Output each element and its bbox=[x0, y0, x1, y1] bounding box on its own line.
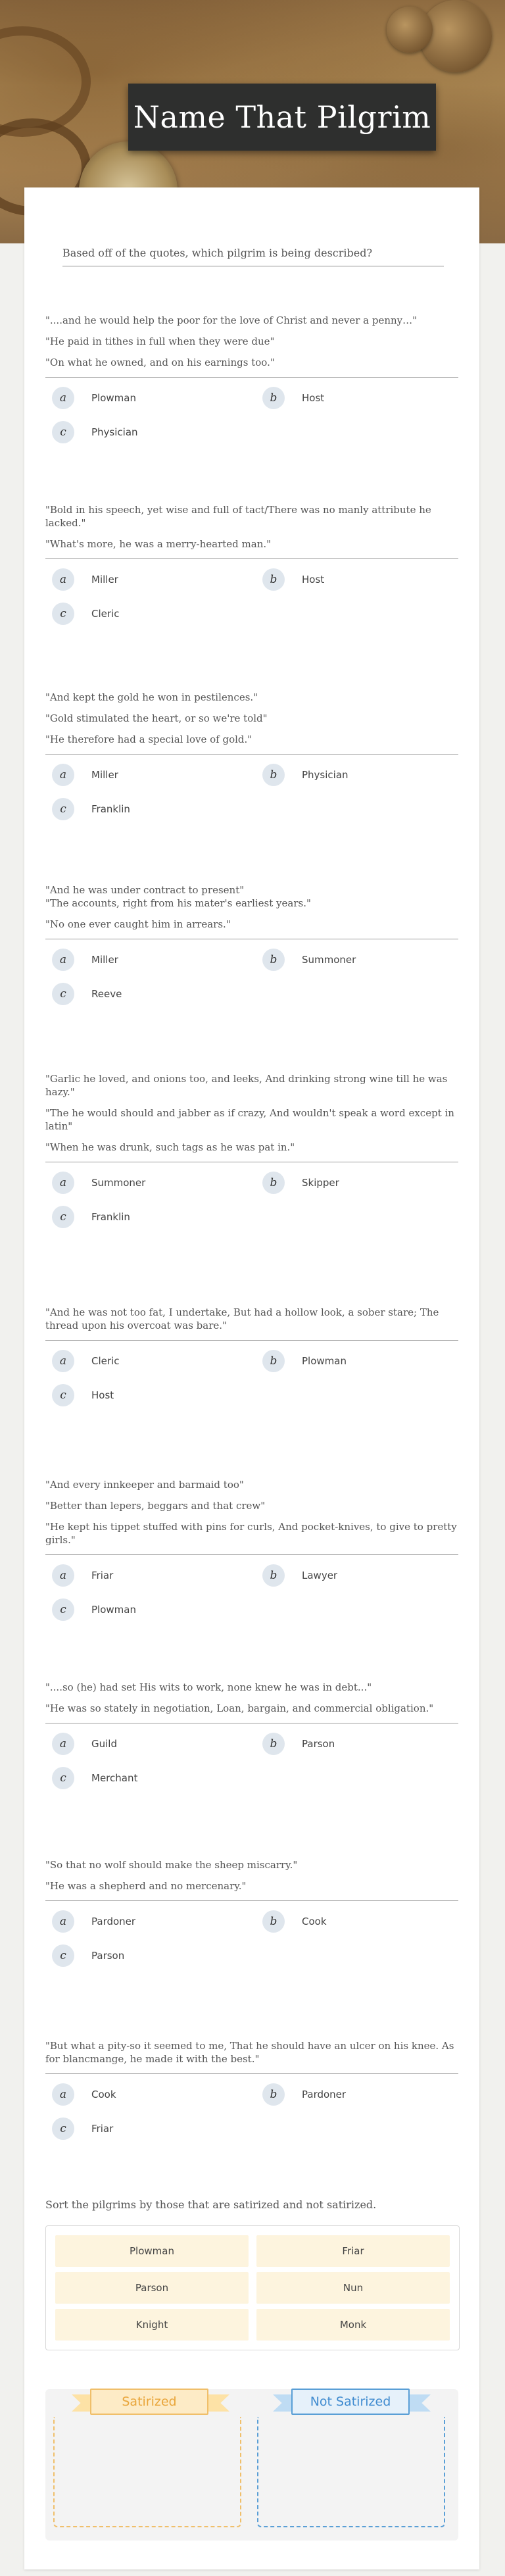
option-letter: b bbox=[262, 949, 285, 971]
quote-text: "And every innkeeper and barmaid too" bbox=[45, 1479, 244, 1491]
answer-option-c[interactable] bbox=[52, 1767, 137, 1789]
divider bbox=[45, 1554, 458, 1555]
answer-option-b[interactable] bbox=[262, 2083, 346, 2106]
answer-option-c[interactable] bbox=[52, 983, 122, 1005]
ribbon-tail bbox=[207, 2394, 229, 2412]
option-label: Pardoner bbox=[91, 1916, 136, 1927]
option-label: Friar bbox=[91, 1570, 114, 1581]
question-block bbox=[45, 503, 458, 634]
not-satirized-drop-zone[interactable] bbox=[257, 2417, 445, 2527]
quiz-intro: Based off of the quotes, which pilgrim is being described? bbox=[62, 247, 444, 266]
option-letter: c bbox=[52, 1944, 74, 1967]
title-board bbox=[128, 84, 436, 151]
option-letter: c bbox=[52, 983, 74, 1005]
answer-option-a[interactable] bbox=[52, 2083, 116, 2106]
answer-option-a[interactable] bbox=[52, 1350, 119, 1372]
sort-buckets bbox=[45, 2389, 458, 2540]
option-letter: b bbox=[262, 1733, 285, 1755]
option-letter: b bbox=[262, 1172, 285, 1194]
option-label: Guild bbox=[91, 1738, 117, 1750]
divider bbox=[45, 1900, 458, 1901]
quote-text: "But what a pity-so it seemed to me, That he should have an ulcer on his knee. As for blancmange, he made it with the best." bbox=[45, 2040, 454, 2065]
sort-item[interactable]: Friar bbox=[256, 2235, 450, 2267]
page-title: Name That Pilgrim bbox=[133, 99, 431, 135]
answer-option-b[interactable] bbox=[262, 1910, 327, 1933]
answer-option-c[interactable] bbox=[52, 603, 119, 625]
option-label: Physician bbox=[302, 769, 349, 781]
option-label: Plowman bbox=[302, 1355, 347, 1367]
answer-options bbox=[45, 387, 458, 453]
option-letter: c bbox=[52, 421, 74, 443]
option-letter: c bbox=[52, 2118, 74, 2140]
answer-option-b[interactable] bbox=[262, 1733, 335, 1755]
option-label: Pardoner bbox=[302, 2089, 347, 2100]
quote-text: "He was so stately in negotiation, Loan, bargain, and commercial obligation." bbox=[45, 1702, 434, 1714]
option-letter: a bbox=[52, 1564, 74, 1587]
quote-text: "When he was drunk, such tags as he was pat in." bbox=[45, 1141, 295, 1153]
question-block bbox=[45, 1306, 458, 1416]
divider bbox=[45, 2073, 458, 2074]
option-letter: b bbox=[262, 387, 285, 409]
answer-option-b[interactable] bbox=[262, 949, 356, 971]
answer-option-c[interactable] bbox=[52, 1206, 130, 1228]
answer-options bbox=[45, 1172, 458, 1237]
question-quotes bbox=[45, 314, 458, 369]
quote-text: "Gold stimulated the heart, or so we're told" bbox=[45, 712, 268, 724]
question-block bbox=[45, 1072, 458, 1237]
answer-option-a[interactable] bbox=[52, 1733, 117, 1755]
option-letter: b bbox=[262, 1564, 285, 1587]
option-letter: a bbox=[52, 568, 74, 591]
option-label: Skipper bbox=[302, 1177, 339, 1189]
question-quotes bbox=[45, 1306, 458, 1332]
answer-option-b[interactable] bbox=[262, 568, 324, 591]
answer-options bbox=[45, 764, 458, 830]
option-label: Miller bbox=[91, 769, 118, 781]
answer-options bbox=[45, 1910, 458, 1976]
quote-text: "Garlic he loved, and onions too, and leeks, And drinking strong wine till he was hazy." bbox=[45, 1073, 448, 1098]
option-letter: c bbox=[52, 603, 74, 625]
quote-text: "He paid in tithes in full when they were due" bbox=[45, 335, 275, 347]
answer-option-a[interactable] bbox=[52, 387, 136, 409]
question-quotes bbox=[45, 1858, 458, 1893]
divider bbox=[45, 377, 458, 378]
option-label: Parson bbox=[91, 1950, 125, 1962]
answer-option-b[interactable] bbox=[262, 387, 324, 409]
quote-text: "He kept his tippet stuffed with pins for curls, And pocket-knives, to give to pretty girls." bbox=[45, 1521, 457, 1546]
question-quotes bbox=[45, 883, 458, 931]
option-letter: c bbox=[52, 1206, 74, 1228]
option-letter: b bbox=[262, 568, 285, 591]
answer-option-c[interactable] bbox=[52, 2118, 113, 2140]
option-label: Merchant bbox=[91, 1772, 138, 1784]
sort-item[interactable]: Plowman bbox=[55, 2235, 249, 2267]
answer-option-c[interactable] bbox=[52, 798, 130, 820]
option-letter: b bbox=[262, 1910, 285, 1933]
answer-option-c[interactable] bbox=[52, 1384, 114, 1406]
option-label: Franklin bbox=[91, 803, 130, 815]
question-block bbox=[45, 883, 458, 1014]
quote-text: "Bold in his speech, yet wise and full of tact/There was no manly attribute he lacked." bbox=[45, 504, 431, 529]
quote-text: "Better than lepers, beggars and that crew" bbox=[45, 1500, 266, 1512]
option-letter: a bbox=[52, 1172, 74, 1194]
answer-option-b[interactable] bbox=[262, 1564, 337, 1587]
answer-option-b[interactable] bbox=[262, 1172, 339, 1194]
quote-text: "So that no wolf should make the sheep miscarry." bbox=[45, 1859, 298, 1871]
quote-text: "....and he would help the poor for the love of Christ and never a penny…" bbox=[45, 314, 418, 326]
quote-text: "No one ever caught him in arrears." bbox=[45, 918, 231, 930]
option-label: Cook bbox=[302, 1916, 327, 1927]
question-quotes bbox=[45, 1681, 458, 1715]
question-block bbox=[45, 691, 458, 830]
answer-option-a[interactable] bbox=[52, 1910, 135, 1933]
question-quotes bbox=[45, 691, 458, 746]
coin-decoration bbox=[387, 7, 433, 53]
option-label: Host bbox=[302, 574, 325, 585]
answer-option-c[interactable] bbox=[52, 1598, 136, 1621]
quote-text: "He was a shepherd and no mercenary." bbox=[45, 1880, 247, 1892]
option-label: Host bbox=[302, 392, 325, 404]
answer-options bbox=[45, 1350, 458, 1416]
question-block bbox=[45, 1478, 458, 1630]
option-letter: a bbox=[52, 949, 74, 971]
question-block bbox=[45, 2039, 458, 2149]
option-label: Cleric bbox=[91, 608, 120, 620]
question-quotes bbox=[45, 1478, 458, 1547]
question-quotes bbox=[45, 503, 458, 551]
sort-item[interactable]: Parson bbox=[55, 2272, 249, 2304]
answer-option-a[interactable] bbox=[52, 764, 118, 786]
option-letter: c bbox=[52, 798, 74, 820]
option-letter: c bbox=[52, 1384, 74, 1406]
answer-option-c[interactable] bbox=[52, 1944, 124, 1967]
option-label: Cleric bbox=[91, 1355, 120, 1367]
quote-text: "On what he owned, and on his earnings too." bbox=[45, 357, 275, 368]
not-satirized-label: Not Satirized bbox=[291, 2389, 410, 2415]
option-label: Physician bbox=[91, 426, 138, 438]
sort-prompt: Sort the pilgrims by those that are satirized and not satirized. bbox=[45, 2198, 377, 2211]
option-label: Lawyer bbox=[302, 1570, 338, 1581]
option-letter: c bbox=[52, 1598, 74, 1621]
option-letter: a bbox=[52, 1350, 74, 1372]
answer-option-b[interactable] bbox=[262, 764, 349, 786]
option-label: Reeve bbox=[91, 988, 122, 1000]
quote-text: "And kept the gold he won in pestilences." bbox=[45, 691, 258, 703]
satirized-label: Satirized bbox=[90, 2389, 208, 2415]
divider bbox=[45, 1340, 458, 1341]
option-letter: b bbox=[262, 2083, 285, 2106]
sort-items-box bbox=[45, 2225, 460, 2350]
option-label: Plowman bbox=[91, 1604, 136, 1616]
answer-option-b[interactable] bbox=[262, 1350, 347, 1372]
answer-options bbox=[45, 568, 458, 634]
divider bbox=[45, 558, 458, 559]
option-label: Miller bbox=[91, 574, 118, 585]
option-letter: b bbox=[262, 1350, 285, 1372]
option-label: Summoner bbox=[302, 954, 356, 966]
option-letter: b bbox=[262, 764, 285, 786]
ribbon-tail bbox=[408, 2394, 431, 2412]
question-block bbox=[45, 1858, 458, 1976]
answer-option-a[interactable] bbox=[52, 568, 118, 591]
question-block bbox=[45, 314, 458, 453]
option-label: Franklin bbox=[91, 1211, 130, 1223]
answer-options bbox=[45, 949, 458, 1014]
question-block bbox=[45, 1681, 458, 1798]
answer-option-a[interactable] bbox=[52, 1564, 113, 1587]
quote-text: "The he would should and jabber as if crazy, And wouldn't speak a word except in latin" bbox=[45, 1107, 454, 1132]
answer-options bbox=[45, 2083, 458, 2149]
sort-item[interactable]: Knight bbox=[55, 2309, 249, 2341]
option-letter: c bbox=[52, 1767, 74, 1789]
question-quotes bbox=[45, 1072, 458, 1154]
option-label: Parson bbox=[302, 1738, 335, 1750]
option-label: Host bbox=[91, 1389, 114, 1401]
quote-text: "He therefore had a special love of gold." bbox=[45, 733, 252, 745]
quote-text: "....so (he) had set His wits to work, none knew he was in debt..." bbox=[45, 1681, 372, 1693]
answer-option-c[interactable] bbox=[52, 421, 138, 443]
option-label: Miller bbox=[91, 954, 118, 966]
option-letter: a bbox=[52, 764, 74, 786]
quote-text: "And he was not too fat, I undertake, But had a hollow look, a sober stare; The thread upon his overcoat was bare." bbox=[45, 1306, 439, 1331]
quiz-card bbox=[24, 187, 479, 2569]
divider bbox=[45, 754, 458, 755]
option-letter: a bbox=[52, 1733, 74, 1755]
answer-options bbox=[45, 1733, 458, 1798]
sort-item[interactable]: Monk bbox=[256, 2309, 450, 2341]
answer-option-a[interactable] bbox=[52, 1172, 145, 1194]
answer-options bbox=[45, 1564, 458, 1630]
option-label: Friar bbox=[91, 2123, 114, 2135]
option-letter: a bbox=[52, 1910, 74, 1933]
sort-item[interactable]: Nun bbox=[256, 2272, 450, 2304]
quote-text: "What's more, he was a merry-hearted man." bbox=[45, 538, 272, 550]
question-quotes bbox=[45, 2039, 458, 2066]
quote-text: "And he was under contract to present" "The accounts, right from his mater's earliest years." bbox=[45, 884, 311, 909]
satirized-drop-zone[interactable] bbox=[53, 2417, 241, 2527]
option-label: Summoner bbox=[91, 1177, 146, 1189]
option-letter: a bbox=[52, 2083, 74, 2106]
option-letter: a bbox=[52, 387, 74, 409]
option-label: Cook bbox=[91, 2089, 116, 2100]
option-label: Plowman bbox=[91, 392, 136, 404]
answer-option-a[interactable] bbox=[52, 949, 118, 971]
